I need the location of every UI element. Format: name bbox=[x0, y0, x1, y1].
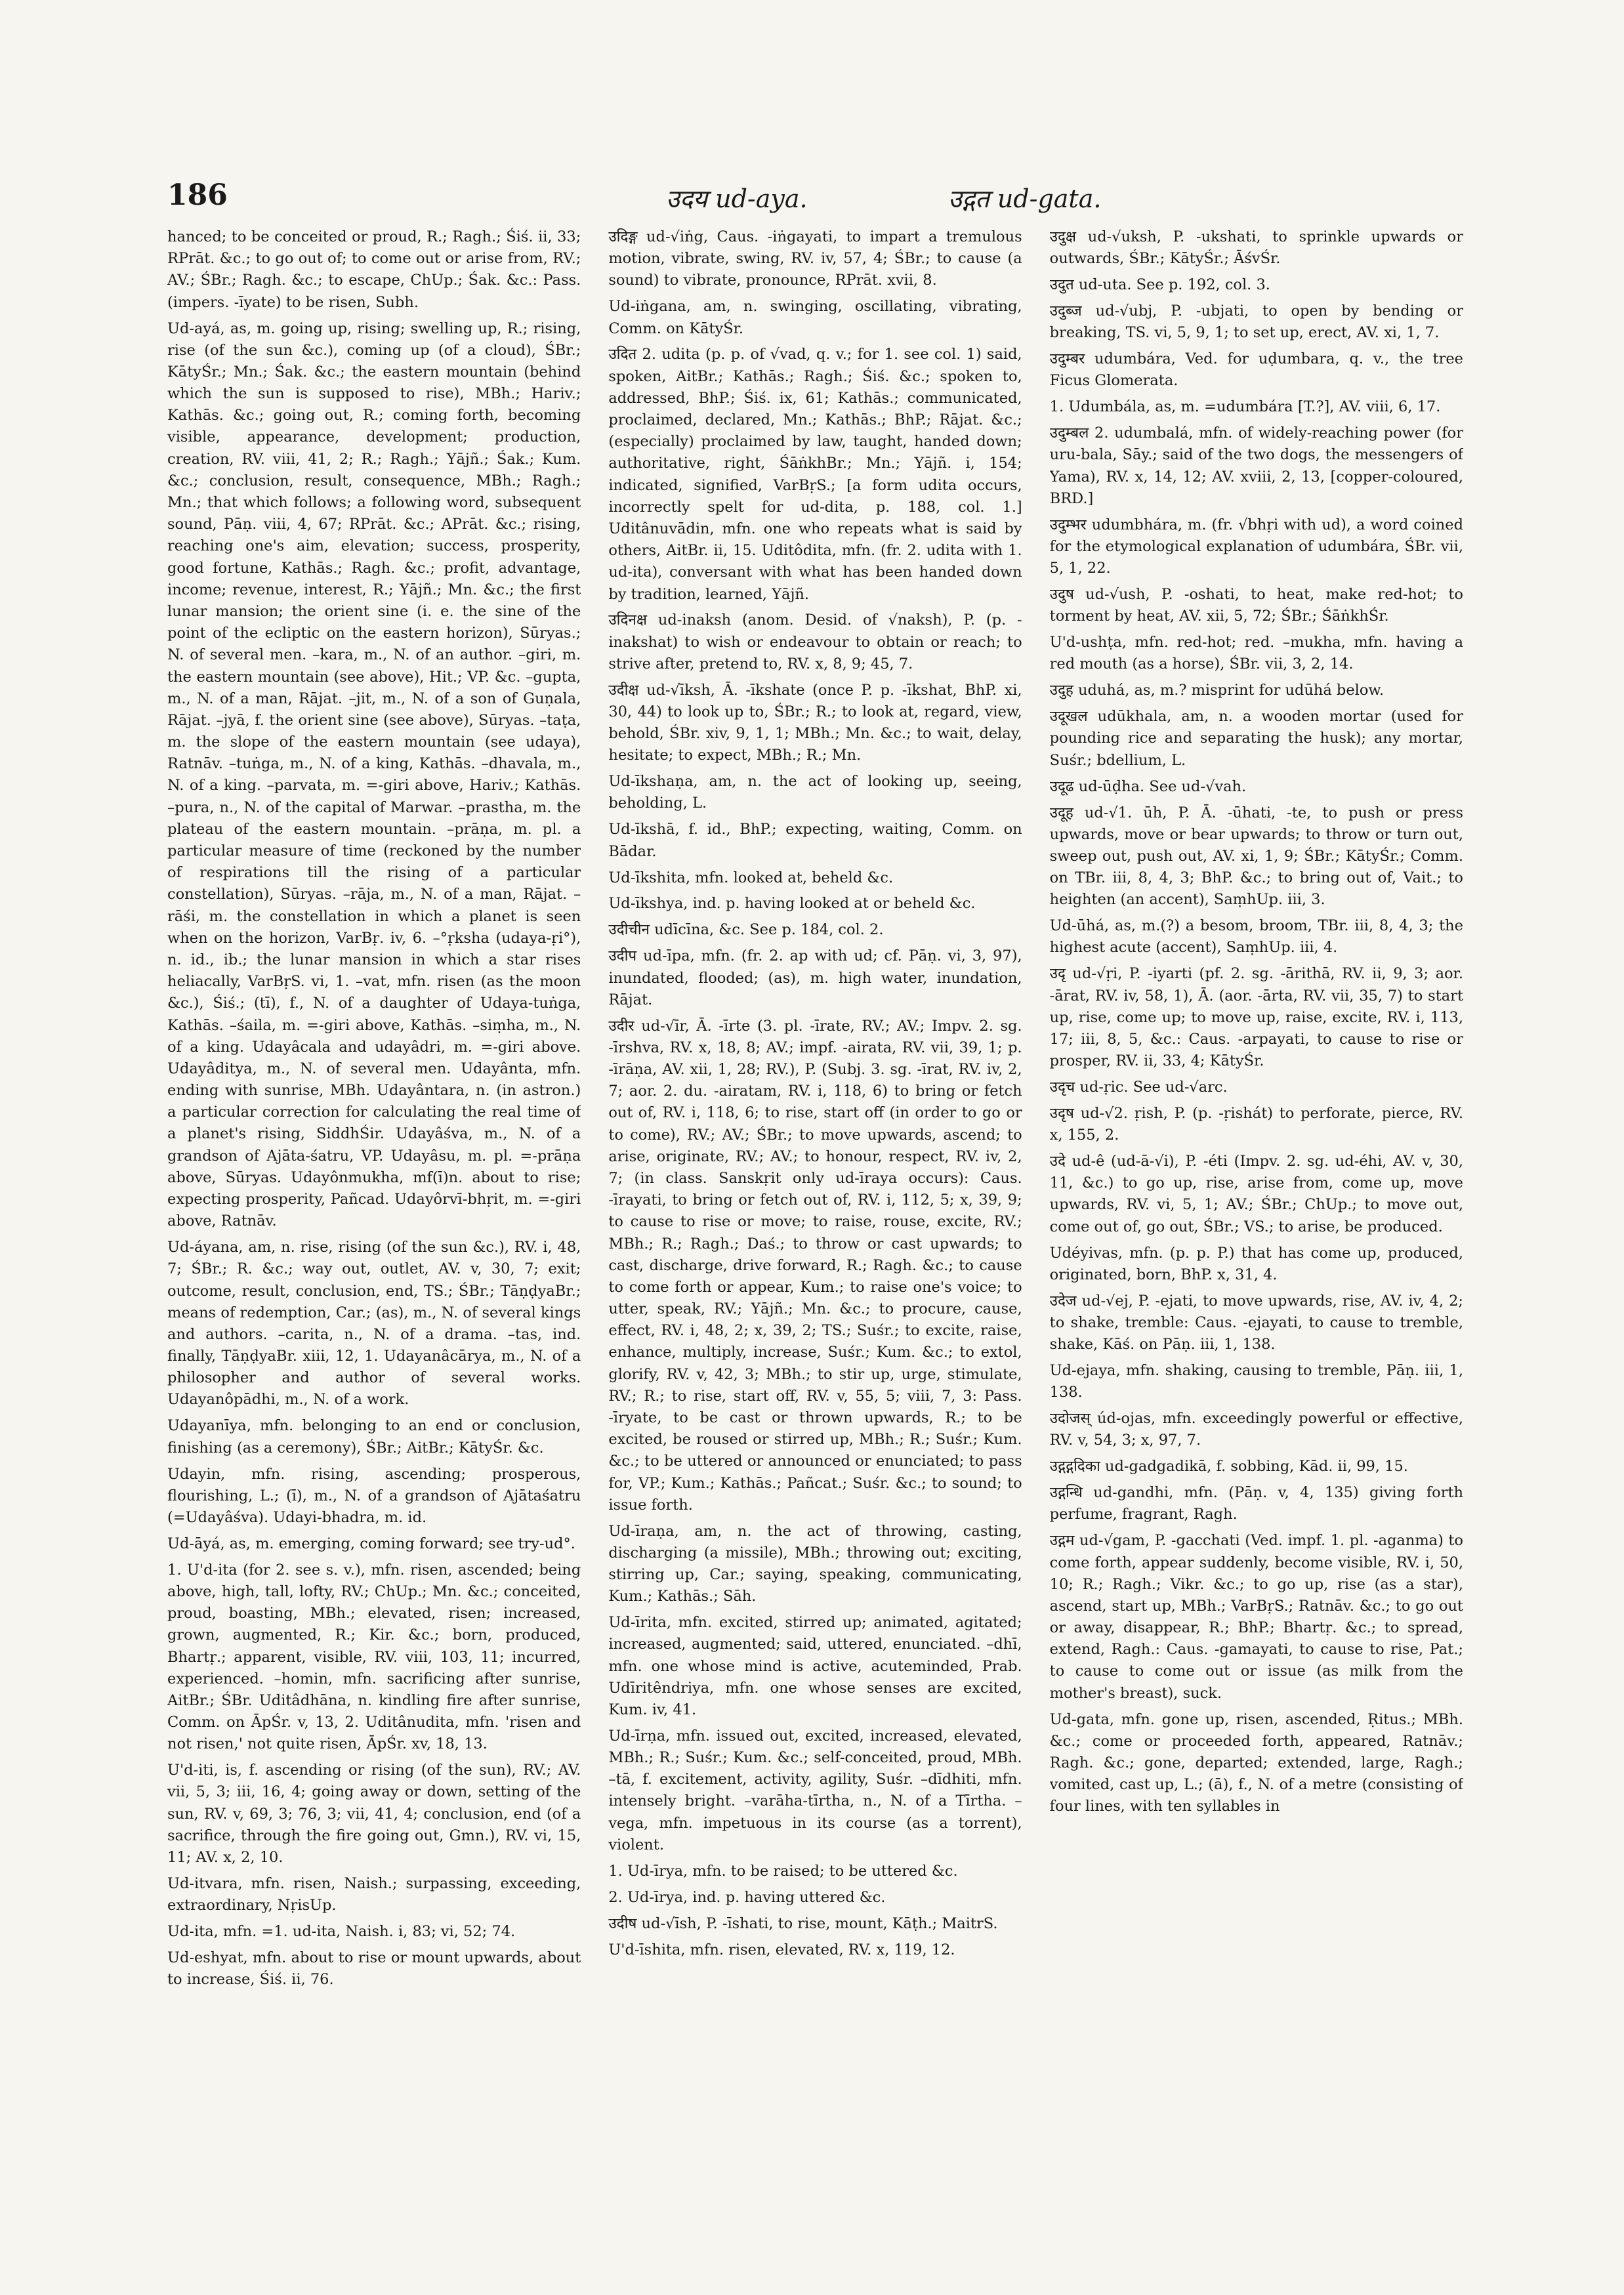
dictionary-entry: उदे ud-ê (ud-ā-√i), P. -éti (Impv. 2. sg. ud-éhi, AV. v, 30, 11, &c.) to go up, rise, arise from, come up, move upwards, RV. vi, 5, 1; AV.; ŚBr.; ChUp.; to move out, come out of, go out, ŚBr.; VS.; to arise, be produced. bbox=[1049, 1153, 1463, 1235]
right-running-headword: उद्गत ud-gata. bbox=[948, 184, 1102, 213]
dictionary-entry: उदुक्ष ud-√uksh, P. -ukshati, to sprinkle upwards or outwards, ŚBr.; KātyŚr.; ĀśvŚr. bbox=[1049, 228, 1463, 268]
dictionary-entry: Ud-ūhá, as, m.(?) a besom, broom, TBr. iii, 8, 4, 3; the highest acute (accent), SaṃhUp. iii, 4. bbox=[1049, 917, 1463, 957]
dictionary-entry: Ud-gata, mfn. gone up, risen, ascended, Ṛitus.; MBh. &c.; come or proceeded forth, appeared, Ratnāv.; Ragh. &c.; gone, departed; extended, large, Ragh.; vomited, cast up, L.; (ā), f., N. of a metre (consisting of four lines, with ten syllables in bbox=[1049, 1710, 1463, 1815]
dictionary-entry: Ud-īkshya, ind. p. having looked at or beheld &c. bbox=[608, 895, 976, 913]
dictionary-entry: Ud-áyana, am, n. rise, rising (of the sun &c.), RV. i, 48, 7; ŚBr.; R. &c.; way out, outlet, AV. v, 30, 7; exit; outcome, result, conclusion, end, TS.; ŚBr.; TāṇḍyaBr.; means of redemption, Car.; (as), m., N. of several kings and authors. –carita, n., N. of a drama. –tas, ind. finally, TāṇḍyaBr. xiii, 12, 1. Udayanâcārya, m., N. of a philosopher and author of several works. Udayanôpādhi, m., N. of a work. bbox=[167, 1239, 581, 1409]
dictionary-entry: उदुह uduhá, as, m.? misprint for udūhá below. bbox=[1049, 682, 1385, 699]
dictionary-entry: 1. Ud-īrya, mfn. to be raised; to be uttered &c. bbox=[608, 1862, 958, 1880]
dictionary-entry: उदूढ ud-ūḍha. See ud-√vah. bbox=[1049, 777, 1247, 795]
text-columns bbox=[167, 226, 1463, 2273]
dictionary-entry: उदेज ud-√ej, P. -ejati, to move upwards, rise, AV. iv, 4, 2; to shake, tremble: Caus. -ejayati, to cause to tremble, shake, Kāś. on Pāṇ. iii, 1, 138. bbox=[1049, 1292, 1463, 1354]
dictionary-entry: 1. Udumbála, as, m. =udumbára [T.?], AV. viii, 6, 17. bbox=[1049, 398, 1441, 416]
dictionary-entry: Udayin, mfn. rising, ascending; prosperous, flourishing, L.; (ī), m., N. of a grandson of Ajātaśatru (=Udayâśva). Udayi-bhadra, m. id. bbox=[167, 1465, 581, 1526]
dictionary-entry: Ud-ejaya, mfn. shaking, causing to tremble, Pāṇ. iii, 1, 138. bbox=[1049, 1362, 1463, 1401]
dictionary-entry: उदृष ud-√2. ṛish, P. (p. -ṛishát) to perforate, pierce, RV. x, 155, 2. bbox=[1049, 1104, 1463, 1144]
dictionary-entry: उद्गन्धि ud-gandhi, mfn. (Pāṇ. v, 4, 135) giving forth perfume, fragrant, Ragh. bbox=[1049, 1484, 1463, 1523]
dictionary-entry: Ud-īkshaṇa, am, n. the act of looking up, seeing, beholding, L. bbox=[608, 773, 1022, 812]
dictionary-entry: Ud-āyá, as, m. emerging, coming forward; see try-ud°. bbox=[167, 1535, 575, 1552]
dictionary-entry: 2. Ud-īrya, ind. p. having uttered &c. bbox=[608, 1888, 886, 1906]
page-number: 186 bbox=[167, 178, 228, 212]
dictionary-entry: Ud-īrṇa, mfn. issued out, excited, increased, elevated, MBh.; R.; Suśr.; Kum. &c.; self-conceited, proud, MBh. –tā, f. excitement, activity, agility, Suśr. –dīdhiti, mfn. intensely bright. –varāha-tīrtha, n., N. of a Tīrtha. –vega, mfn. impetuous in its course (as a torrent), violent. bbox=[608, 1727, 1022, 1853]
dictionary-entry: उदुम्बर udumbára, Ved. for uḍumbara, q. v., the tree Ficus Glomerata. bbox=[1049, 350, 1463, 390]
dictionary-entry: U'd-ushṭa, mfn. red-hot; red. –mukha, mfn. having a red mouth (as a horse), ŚBr. vii, 3, 2, 14. bbox=[1049, 634, 1463, 673]
dictionary-entry: 1. U'd-ita (for 2. see s. v.), mfn. risen, ascended; being above, high, tall, lofty, RV.; ChUp.; Mn. &c.; conceited, proud, boasting, MBh.; elevated, risen; increased, grown, augmented, R.; Kir. &c.; born, produced, Bhartṛ.; apparent, visible, RV. viii, 103, 11; incurred, experienced. –homin, mfn. sacrificing after sunrise, AitBr.; ŚBr. Uditâdhāna, n. kindling fire after sunrise, Comm. on ĀpŚr. v, 13, 2. Uditânudita, mfn. 'risen and not risen,' not quite risen, ĀpŚr. xv, 18, 13. bbox=[167, 1561, 581, 1753]
dictionary-entry: U'd-īshita, mfn. risen, elevated, RV. x, 119, 12. bbox=[608, 1941, 955, 1958]
dictionary-entry: Ud-ita, mfn. =1. ud-ita, Naish. i, 83; vi, 52; 74. bbox=[167, 1923, 516, 1940]
dictionary-entry: उदुब्ज ud-√ubj, P. -ubjati, to open by bending or breaking, TS. vi, 5, 9, 1; to set up, erect, AV. xi, 1, 7. bbox=[1049, 302, 1463, 342]
dictionary-entry: Ud-eshyat, mfn. about to rise or mount upwards, about to increase, Śiś. ii, 76. bbox=[167, 1949, 581, 1989]
dictionary-entry: उदोजस् úd-ojas, mfn. exceedingly powerful or effective, RV. v, 54, 3; x, 97, 7. bbox=[1049, 1410, 1463, 1449]
dictionary-entry: उदूह ud-√1. ūh, P. Ā. -ūhati, -te, to push or press upwards, move or bear upwards; to throw or turn out, sweep out, push out, AV. xi, 1, 9; ŚBr.; KātyŚr.; Comm. on TBr. iii, 8, 4, 3; BhP. &c.; to bring out of, Vait.; to heighten (an accent), SaṃhUp. iii, 3. bbox=[1049, 804, 1463, 909]
dictionary-entry: उदुत ud-uta. See p. 192, col. 3. bbox=[1049, 276, 1270, 294]
dictionary-entry: उदुष ud-√ush, P. -oshati, to heat, make red-hot; to torment by heat, AV. xii, 5, 72; ŚBr.; ŚāṅkhŚr. bbox=[1049, 586, 1463, 625]
dictionary-entry: Ud-īkshā, f. id., BhP.; expecting, waiting, Comm. on Bādar. bbox=[608, 821, 1022, 860]
dictionary-entry: उदीर ud-√īr, Ā. -īrte (3. pl. -īrate, RV.; AV.; Impv. 2. sg. -īrshva, RV. x, 18, 8; AV.; impf. -airata, RV. vii, 39, 1; p. -īrāṇa, AV. xii, 1, 28; RV.), P. (Subj. 3. sg. -īrat, RV. iv, 2, 7; aor. 2. du. -airatam, RV. i, 118, 6) to bring or fetch out of, RV. i, 118, 6; to rise, start off (in order to go or to come), RV.; AV.; ŚBr.; to move upwards, ascend; to arise, originate, RV.; AV.; to honour, respect, RV. iv, 2, 7; (in class. Sanskṛit only ud-īraya occurs): Caus. -īrayati, to bring or fetch out of, RV. i, 112, 5; x, 39, 9; to cause to rise or move; to raise, rouse, excite, RV.; MBh.; R.; Ragh.; Daś.; to throw or cast upwards; to cast, discharge, drive forward, R.; Ragh. &c.; to cause to come forth or appear, Kum.; to raise one's voice; to utter, speak, RV.; Yājñ.; Mn. &c.; to procure, cause, effect, RV. i, 48, 2; x, 39, 2; TS.; Suśr.; to excite, raise, enhance, multiply, increase, Suśr.; Kum. &c.; to extol, glorify, RV. v, 42, 3; MBh.; to stir up, urge, stimulate, RV.; R.; to rise, start off, RV. v, 55, 5; viii, 7, 3: Pass. -īryate, to be cast or thrown upwards, R.; to be excited, be roused or stirred up, MBh.; R.; Suśr.; Kum. &c.; to be uttered or announced or enunciated; to pass for, VP.; Kum.; Kathās.; Pañcat.; Suśr. &c.; to sound; to issue forth. bbox=[608, 1017, 1022, 1514]
column-3 bbox=[1050, 226, 1463, 2273]
dictionary-entry: उदिङ्ग ud-√iṅg, Caus. -iṅgayati, to impart a tremulous motion, vibrate, swing, RV. iv, 57, 4; ŚBr.; to cause (a sound) to vibrate, pronounce, RPrāt. xvii, 8. bbox=[608, 228, 1022, 289]
left-running-headword: उदय ud-aya. bbox=[666, 184, 808, 213]
dictionary-entry: Ud-itvara, mfn. risen, Naish.; surpassing, exceeding, extraordinary, NṛisUp. bbox=[167, 1874, 581, 1914]
column-2 bbox=[608, 226, 1022, 2273]
dictionary-entry: Udéyivas, mfn. (p. p. P.) that has come up, produced, originated, born, BhP. x, 31, 4. bbox=[1049, 1244, 1463, 1283]
dictionary-entry: hanced; to be conceited or proud, R.; Ragh.; Śiś. ii, 33; RPrāt. &c.; to go out of; to come out or arise from, RV.; AV.; ŚBr.; Ragh. &c.; to escape, ChUp.; Śak. &c.: Pass. (impers. -īyate) to be risen, Subh. bbox=[167, 228, 581, 311]
dictionary-entry: उद्गद्गदिका ud-gadgadikā, f. sobbing, Kād. ii, 99, 15. bbox=[1049, 1458, 1408, 1476]
dictionary-entry: उदूखल udūkhala, am, n. a wooden mortar (used for pounding rice and separating the husk); any mortar, Suśr.; bdellium, L. bbox=[1049, 708, 1463, 769]
dictionary-entry: Ud-īraṇa, am, n. the act of throwing, casting, discharging (a missile), MBh.; throwing out; exciting, stirring up, Car.; saying, speaking, communicating, Kum.; Kathās.; Sāh. bbox=[608, 1522, 1022, 1605]
column-1 bbox=[167, 226, 581, 2273]
dictionary-entry: उदीप ud-īpa, mfn. (fr. 2. ap with ud; cf. Pāṇ. vi, 3, 97), inundated, flooded; (as), m. high water, inundation, Rājat. bbox=[608, 947, 1022, 1008]
dictionary-entry: Ud-īrita, mfn. excited, stirred up; animated, agitated; increased, augmented; said, uttered, enunciated. –dhī, mfn. one whose mind is active, acuteminded, Prab. Udīritêndriya, mfn. one whose senses are excited, Kum. iv, 41. bbox=[608, 1614, 1022, 1718]
dictionary-entry: उदीक्ष ud-√īksh, Ā. -īkshate (once P. p. -īkshat, BhP. xi, 30, 44) to look up to, ŚBr.; R.; to look at, regard, view, behold, ŚBr. xiv, 9, 1, 1; MBh.; Mn. &c.; to wait, delay, hesitate; to expect, MBh.; R.; Mn. bbox=[608, 681, 1022, 764]
dictionary-entry: उदीष ud-√īsh, P. -īshati, to rise, mount, Kāṭh.; MaitrS. bbox=[608, 1914, 998, 1932]
dictionary-entry: उद्गम ud-√gam, P. -gacchati (Ved. impf. 1. pl. -aganma) to come forth, appear suddenly, become visible, RV. i, 50, 10; R.; Ragh.; Vikr. &c.; to go up, rise (as a star), ascend, start up, MBh.; VarBṛS.; Ratnāv. &c.; to go out or away, disappear, R.; BhP.; Bhartṛ. &c.; to spread, extend, Ragh.: Caus. -gamayati, to cause to rise, Pat.; to cause to come out or issue (as milk from the mother's breast), suck. bbox=[1049, 1532, 1463, 1702]
dictionary-entry: U'd-iti, is, f. ascending or rising (of the sun), RV.; AV. vii, 5, 3; iii, 16, 4; going away or down, setting of the sun, RV. v, 69, 3; 76, 3; vii, 41, 4; conclusion, end (of a sacrifice, through the fire going out, Gmn.), RV. vi, 15, 11; AV. x, 2, 10. bbox=[167, 1762, 581, 1866]
dictionary-entry: उदित 2. udita (p. p. of √vad, q. v.; for 1. see col. 1) said, spoken, AitBr.; Kathās.; Ragh.; Śiś. &c.; spoken to, addressed, BhP.; Śiś. ix, 61; Kathās.; communicated, proclaimed, declared, Mn.; Kathās.; BhP.; Rājat. &c.; (especially) proclaimed by law, taught, handed down; authoritative, right, ŚāṅkhBr.; Mn.; Yājñ. i, 154; indicated, signified, VarBṛS.; [a form udita occurs, incorrectly spelt for ud-dita, p. 188, col. 1.] Uditânuvādin, mfn. one who repeats what is said by others, AitBr. ii, 15. Uditôdita, mfn. (fr. 2. udita with 1. ud-ita), conversant with what has been handed down by tradition, learned, Yājñ. bbox=[608, 346, 1022, 603]
dictionary-entry: उदृ ud-√ṛi, P. -iyarti (pf. 2. sg. -ārithā, RV. ii, 9, 3; aor. -ārat, RV. iv, 58, 1), Ā. (aor. -ārta, RV. vii, 35, 7) to start up, rise, come up; to move up, raise, excite, RV. i, 113, 17; iii, 8, 5, &c.: Caus. -arpayati, to cause to rise or prosper, RV. ii, 33, 4; KātyŚr. bbox=[1049, 965, 1463, 1070]
dictionary-entry: उदिनक्ष ud-inaksh (anom. Desid. of √naksh), P. (p. -inakshat) to wish or endeavour to obtain or reach; to strive after, pretend to, RV. x, 8, 9; 45, 7. bbox=[608, 611, 1022, 672]
dictionary-entry: उदीचीन udīcīna, &c. See p. 184, col. 2. bbox=[608, 921, 884, 939]
dictionary-entry: Ud-īkshita, mfn. looked at, beheld &c. bbox=[608, 869, 894, 886]
dictionary-entry: Ud-ayá, as, m. going up, rising; swelling up, R.; rising, rise (of the sun &c.), coming up (of a cloud), ŚBr.; KātyŚr.; Mn.; Śak. &c.; the eastern mountain (behind which the sun is supposed to rise), MBh.; Hariv.; Kathās. &c.; going out, R.; coming forth, becoming visible, appearance, development; production, creation, RV. viii, 41, 2; R.; Ragh.; Yājñ.; Śak.; Kum. &c.; conclusion, result, consequence, MBh.; Ragh.; Mn.; that which follows; a following word, subsequent sound, Pāṇ. viii, 4, 67; RPrāt. &c.; APrāt. &c.; rising, reaching one's aim, elevation; success, prosperity, good fortune, Kathās.; Ragh. &c.; profit, advantage, income; revenue, interest, R.; Yājñ.; Mn. &c.; the first lunar mansion; the orient sine (i. e. the sine of the point of the ecliptic on the eastern horizon), Sūryas.; N. of several men. –kara, m., N. of an author. –giri, m. the eastern mountain (see above), Hit.; VP. &c. –gupta, m., N. of a man, Rājat. –jit, m., N. of a son of Guṇala, Rājat. –jyā, f. the orient sine (see above), Sūryas. –taṭa, m. the slope of the eastern mountain (see udaya), Ratnāv. –tuṅga, m., N. of a king, Kathās. –dhavala, m., N. of a king. –parvata, m. =-giri above, Hariv.; Kathās. –pura, n., N. of the capital of Marwar. –prastha, m. the plateau of the eastern mountain. –prāṇa, m. pl. a particular measure of time (reckoned by the number of respirations till the rising of a particular constellation), Sūryas. –rāja, m., N. of a man, Rājat. –rāśi, m. the constellation in which a planet is seen when on the horizon, VarBṛ. iv, 6. –°ṛksha (udaya-ṛi°), n. id., ib.; the lunar mansion in which a star rises heliacally, VarBṛS. vi, 1. –vat, mfn. risen (as the moon &c.), Śiś.; (tī), f., N. of a daughter of Udaya-tuṅga, Kathās. –śaila, m. =-giri above, Kathās. –siṃha, m., N. of a king. Udayâcala and udayâdri, m. =-giri above. Udayâditya, m., N. of several men. Udayânta, mfn. ending with sunrise, MBh. Udayântara, n. (in astron.) a particular correction for calculating the real time of a planet's rising, SiddhŚir. Udayâśva, m., N. of a grandson of Ajāta-śatru, VP. Udayâsu, m. pl. =-prāṇa above, Sūryas. Udayônmukha, mf(ī)n. about to rise; expecting prosperity, Pañcad. Udayôrvī-bhṛit, m. =-giri above, Ratnāv. bbox=[167, 320, 581, 1230]
dictionary-entry: उदुम्भर udumbhára, m. (fr. √bhṛi with ud), a word coined for the etymological explanation of udumbára, ŚBr. vii, 5, 1, 22. bbox=[1049, 516, 1463, 577]
dictionary-entry: उदृच ud-ṛic. See ud-√arc. bbox=[1049, 1079, 1228, 1096]
dictionary-entry: Udayanīya, mfn. belonging to an end or conclusion, finishing (as a ceremony), ŚBr.; AitBr.; KātyŚr. &c. bbox=[167, 1417, 581, 1457]
dictionary-entry: उदुम्बल 2. udumbalá, mfn. of widely-reaching power (for uru-bala, Sāy.; said of the two dogs, the messengers of Yama), RV. x, 14, 12; AV. xviii, 2, 13, [copper-coloured, BRD.] bbox=[1049, 424, 1463, 507]
dictionary-entry: Ud-iṅgana, am, n. swinging, oscillating, vibrating, Comm. on KātyŚr. bbox=[608, 298, 1022, 337]
